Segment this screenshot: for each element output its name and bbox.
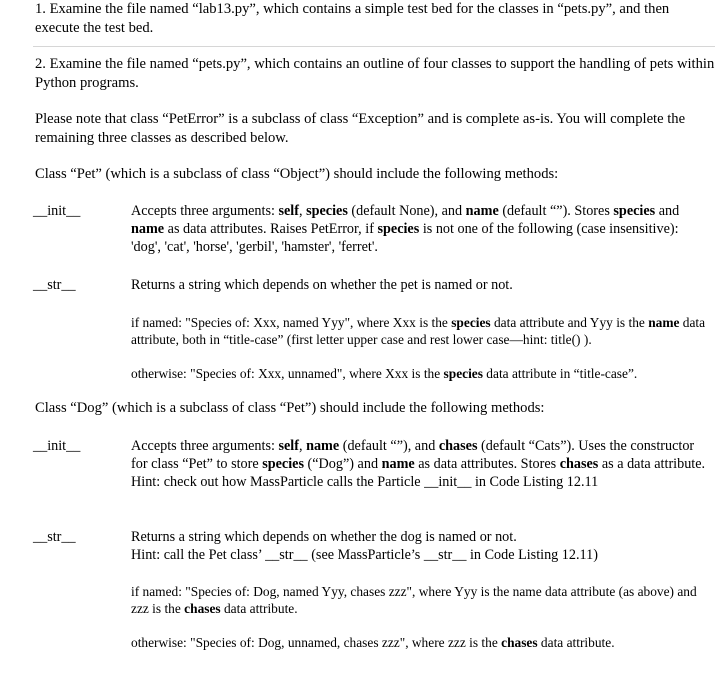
dog-init-hint: Hint: check out how MassParticle calls the Particle __init__ in Code Listing 12.11	[131, 474, 599, 490]
divider	[33, 46, 715, 47]
pet-str-unnamed-case: otherwise: "Species of: Xxx, unnamed", where Xxx is the species data attribute in “title-case”.	[131, 366, 638, 381]
dog-init-method-name: __init__	[33, 438, 81, 454]
pet-class-heading: Class “Pet” (which is a subclass of class “Object”) should include the following methods:	[35, 166, 559, 182]
item-2-paragraph: 2. Examine the file named “pets.py”, which contains an outline of four classes to support the handling of pets within Python programs.	[35, 56, 715, 91]
dog-str-description	[131, 528, 711, 564]
item-1-paragraph: 1. Examine the file named “lab13.py”, which contains a simple test bed for the classes in “pets.py”, and then execute the test bed.	[35, 1, 670, 36]
dog-str-text: Returns a string which depends on whether the dog is named or not.	[131, 529, 517, 545]
pet-init-method-name: __init__	[33, 203, 81, 219]
pet-str-description: Returns a string which depends on whether the pet is named or not.	[131, 277, 513, 293]
dog-init-text: Accepts three arguments: self, name (default “”), and chases (default “Cats”). Uses the constructor for class “Pet” to store species (“Dog”) and name as data attributes. Stores chases as a data attribute.	[131, 438, 706, 472]
dog-str-named-case: if named: "Species of: Dog, named Yyy, chases zzz", where Yyy is the name data attribute (as above) and zzz is the chases data attribute.	[131, 584, 697, 616]
dog-str-method-name: __str__	[33, 529, 76, 545]
dog-str-hint: Hint: call the Pet class’ __str__ (see MassParticle’s __str__ in Code Listing 12.11)	[131, 547, 598, 563]
pet-str-named-case: if named: "Species of: Xxx, named Yyy", where Xxx is the species data attribute and Yyy is the name data attribute, both in “title-case” (first letter upper case and rest lower case—hint: title() ).	[131, 315, 706, 347]
dog-class-heading: Class “Dog” (which is a subclass of class “Pet”) should include the following methods:	[35, 400, 545, 416]
dog-init-description	[131, 437, 711, 491]
dog-str-unnamed-case: otherwise: "Species of: Dog, unnamed, chases zzz", where zzz is the chases data attribute.	[131, 635, 615, 650]
pet-init-description: Accepts three arguments: self, species (default None), and name (default “”). Stores species and name as data attributes. Raises PetError, if species is not one of the following (case insensitive): 'dog', 'cat', 'horse', 'gerbil', 'hamster', 'ferret'.	[131, 203, 680, 255]
note-paragraph: Please note that class “PetError” is a subclass of class “Exception” and is complete as-is. You will complete the remaining three classes as described below.	[35, 111, 686, 146]
pet-str-method-name: __str__	[33, 277, 76, 293]
